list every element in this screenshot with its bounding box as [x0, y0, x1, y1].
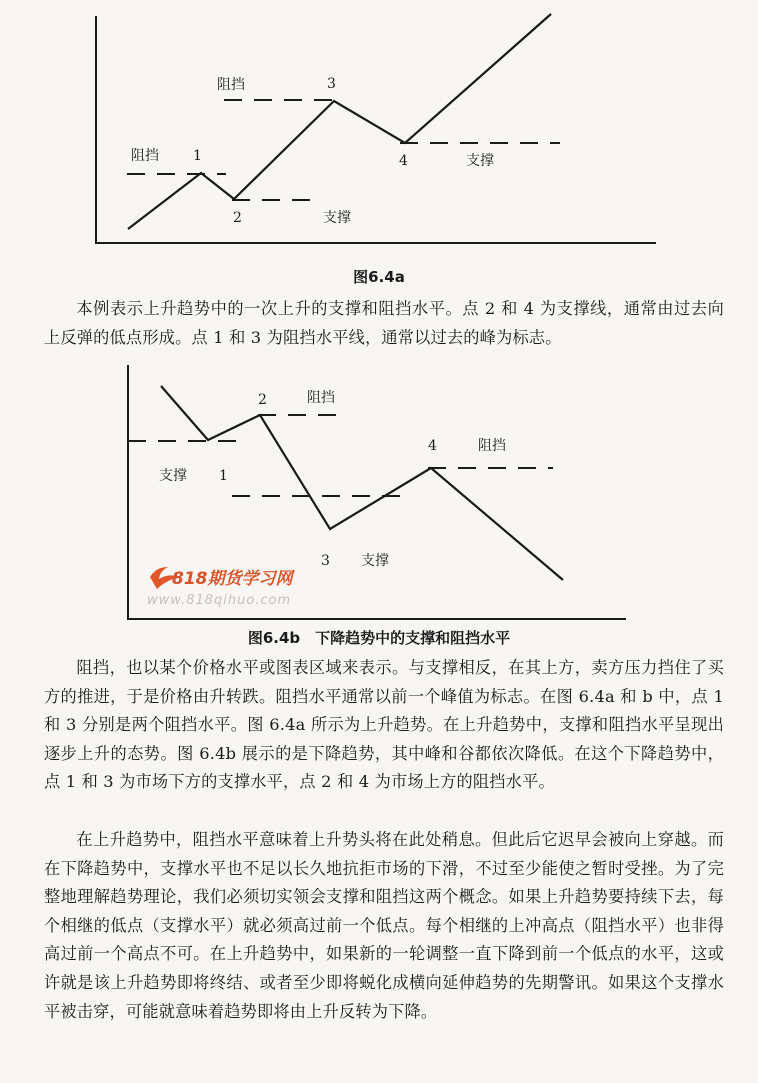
watermark [147, 567, 295, 608]
label-point-2: 2 [233, 210, 242, 226]
label-point-1: 1 [193, 148, 202, 164]
label-resist-left: 阻挡 [131, 148, 159, 164]
paragraph-3: 在上升趋势中，阻挡水平意味着上升势头将在此处稍息。但此后它迟早会被向上穿越。而在下降趋势中，支撑水平也不足以长久地抗拒市场的下滑，不过至少能使之暂时受挫。为了完整地理解趋势理论，我们必须切实领会支撑和阻挡这两个概念。如果上升趋势要持续下去，每个相继的低点（支撑水平）就必须高过前一个低点。每个相继的上冲高点（阻挡水平）也非得高过前一个高点不可。在上升趋势中，如果新的一轮调整一直下降到前一个低点的水平，这或许就是该上升趋势即将终结、或者至少即将蜕化成横向延伸趋势的先期警讯。如果这个支撑水平被击穿，可能就意味着趋势即将由上升反转为下降。 [44, 830, 724, 1021]
watermark-url: www.818qihuo.com [147, 593, 292, 608]
label-point-3: 3 [321, 553, 330, 569]
label-support-mid: 支撑 [323, 210, 351, 226]
paragraph-1: 本例表示上升趋势中的一次上升的支撑和阻挡水平。点 2 和 4 为支撑线，通常由过去向上反弹的低点形成。点 1 和 3 为阻挡水平线，通常以过去的峰为标志。 [44, 299, 724, 347]
label-resist-top: 阻挡 [217, 77, 245, 93]
label-point-3: 3 [327, 76, 336, 92]
label-point-4: 4 [428, 438, 437, 454]
label-point-2: 2 [258, 392, 267, 408]
paragraph-2: 阻挡，也以某个价格水平或图表区域来表示。与支撑相反，在其上方，卖方压力挡住了买方的推进，于是价格由升转跌。阻挡水平通常以前一个峰值为标志。在图 6.4a 和 b 中，点 1 和 3 分别是两个阻挡水平。图 6.4a 所示为上升趋势。在上升趋势中，支撑和阻挡水平呈现出逐步上升的态势。图 6.4b 展示的是下降趋势，其中峰和谷都依次降低。在这个下降趋势中，点 1 和 3 为市场下方的支撑水平，点 2 和 4 为市场上方的阻挡水平。 [44, 658, 724, 792]
watermark-logo: 818期货学习网 [172, 569, 293, 589]
label-resist-top: 阻挡 [307, 390, 335, 406]
figure-6-4a-caption: 图6.4a [353, 268, 405, 286]
label-support-left: 支撑 [159, 468, 187, 484]
label-point-4: 4 [399, 153, 408, 169]
label-point-1: 1 [219, 468, 228, 484]
figure-6-4b-caption: 图6.4b 下降趋势中的支撑和阻挡水平 [247, 629, 511, 647]
label-support-right: 支撑 [466, 153, 494, 169]
label-resist-right: 阻挡 [478, 438, 506, 454]
label-support-bottom: 支撑 [361, 553, 389, 569]
